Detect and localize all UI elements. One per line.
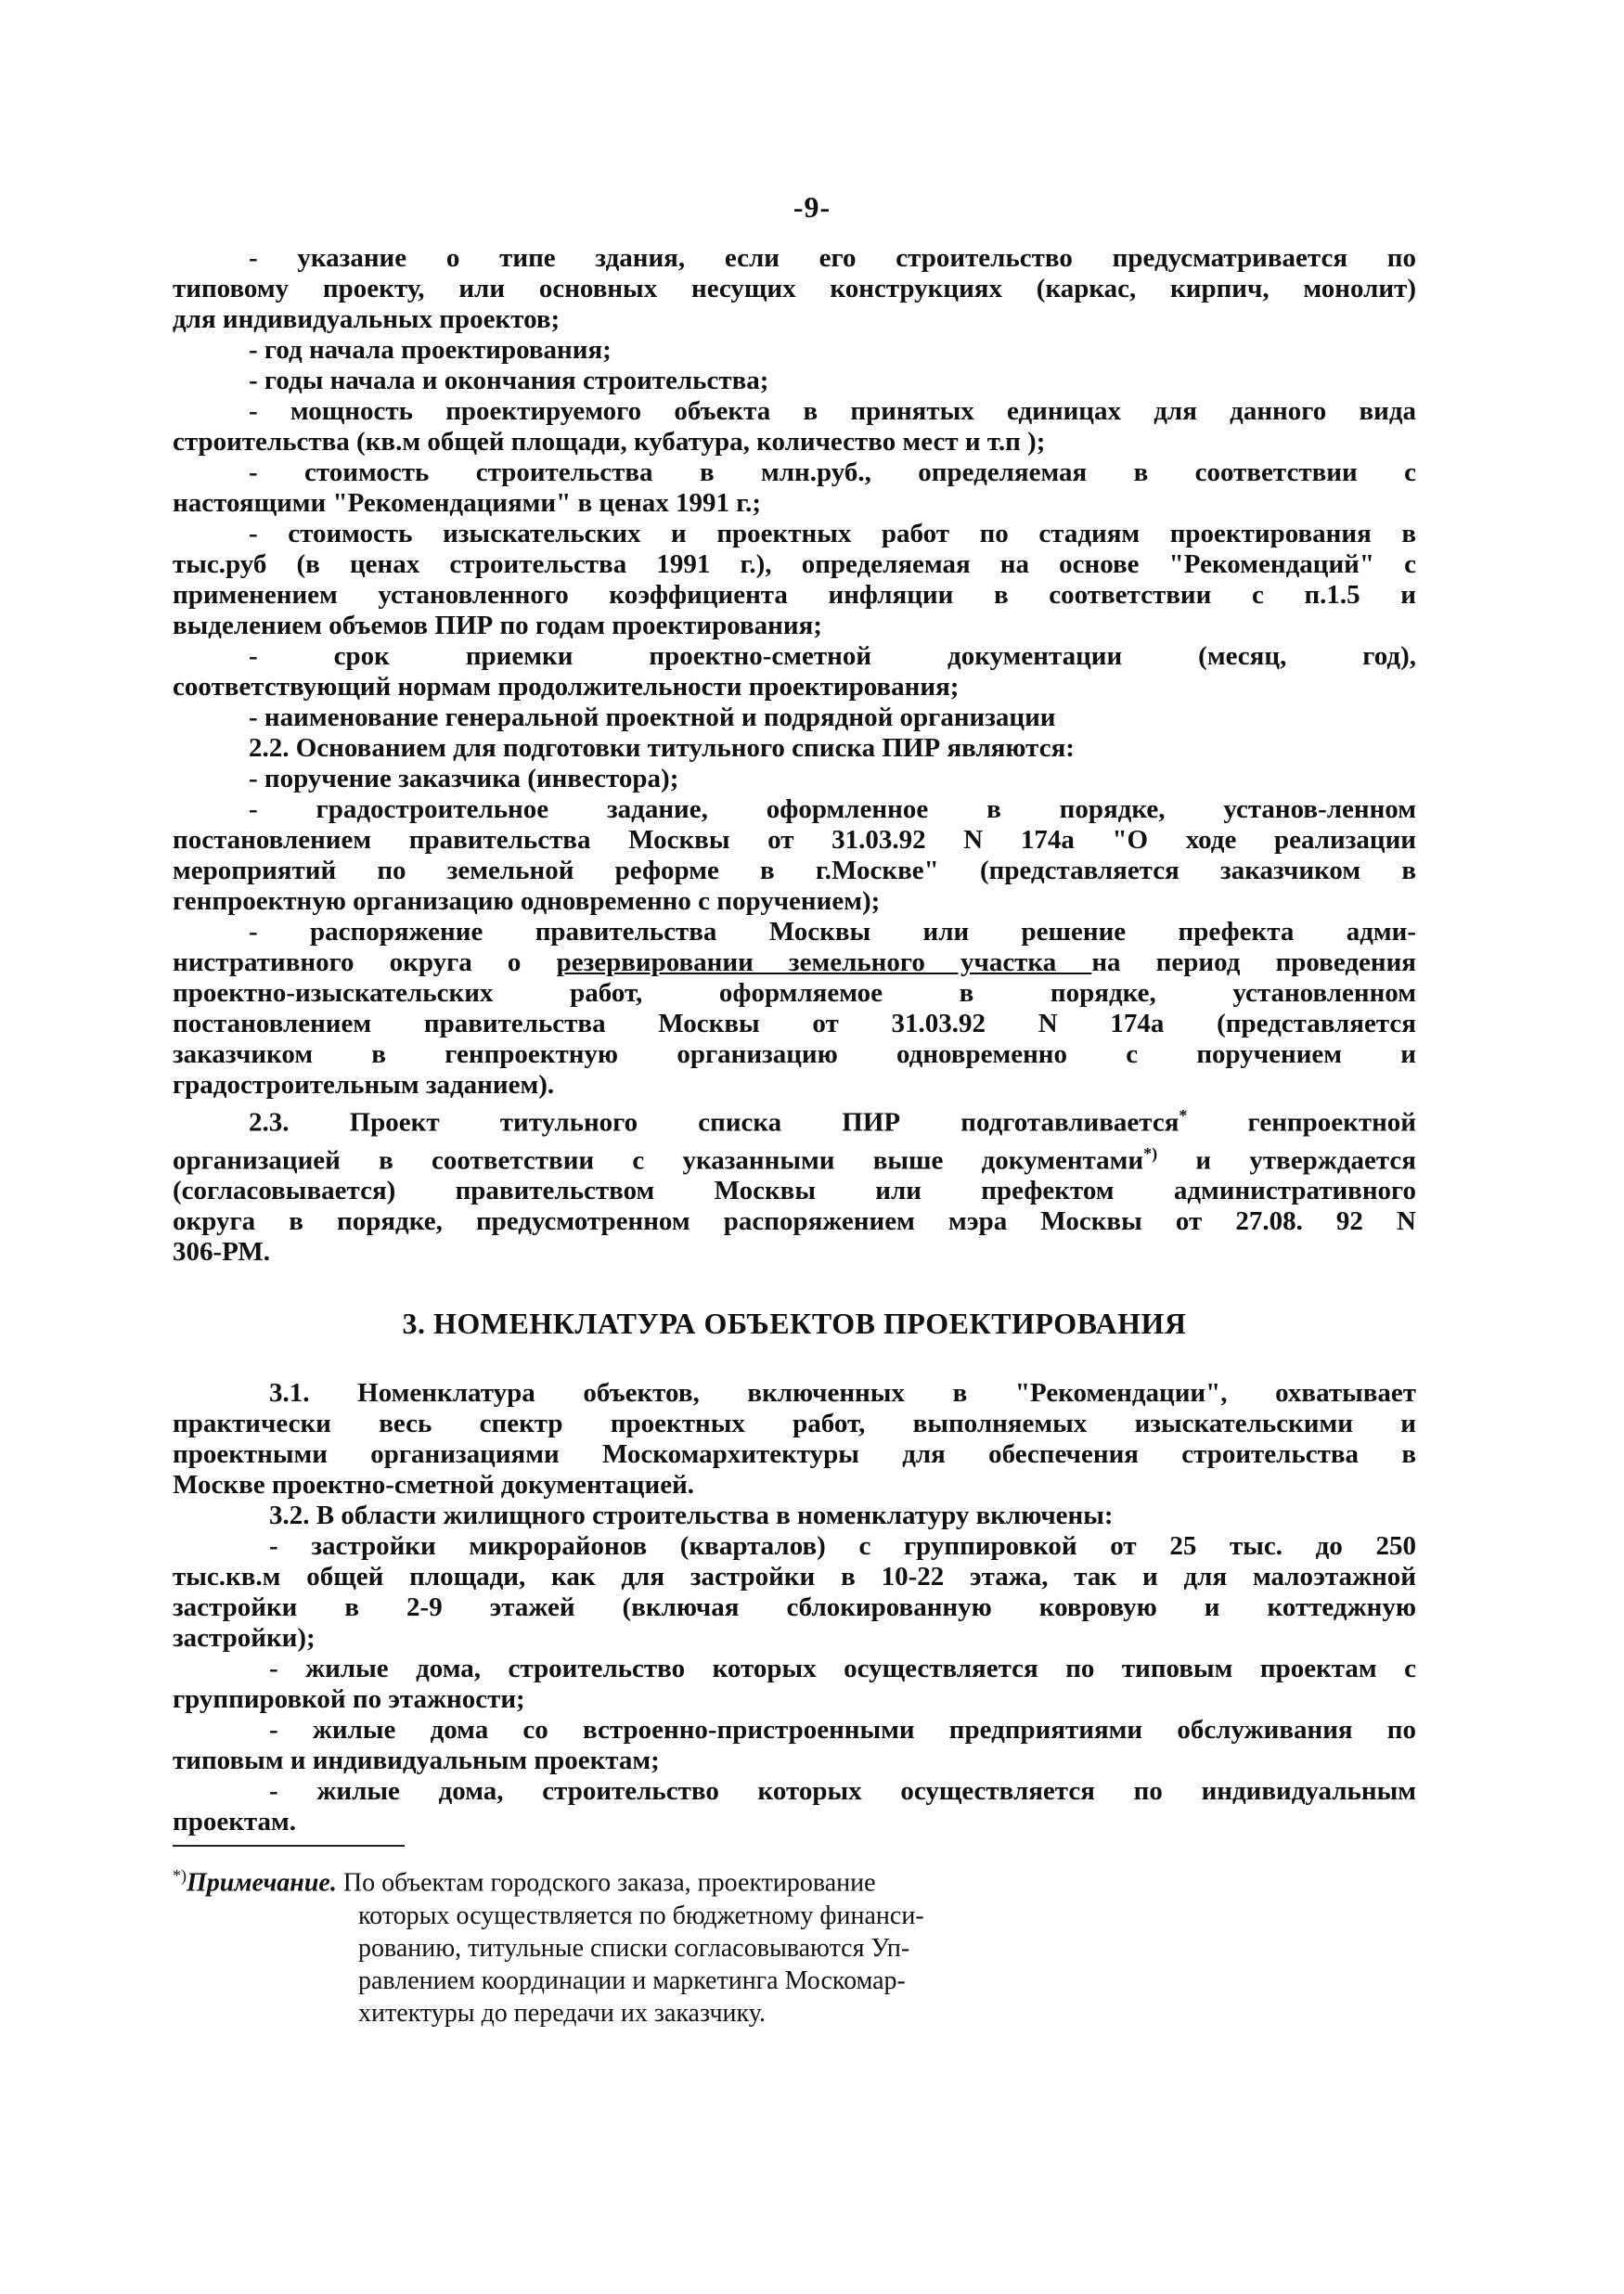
text-line: проектно-изыскательских работ, оформляемое в порядке, установленном: [173, 978, 1416, 1008]
text-line: Москве проектно-сметной документацией.: [173, 1470, 695, 1501]
text-span: генпроектной: [1187, 1107, 1416, 1138]
text-span: и утверждается: [1157, 1145, 1416, 1176]
footnote-mark: *): [1143, 1143, 1158, 1163]
footnote-divider: [173, 1845, 405, 1847]
text-line: - жилые дома, строительство которых осуществляется по индивидуальным: [269, 1776, 1416, 1807]
text-line: - жилые дома, строительство которых осуществляется по типовым проектам с: [269, 1654, 1416, 1684]
text-line: градостроительным заданием).: [173, 1070, 555, 1100]
text-line: застройки);: [173, 1623, 316, 1654]
text-line: - указание о типе здания, если его строительство предусматривается по: [249, 243, 1416, 273]
clause-2-3-line: [173, 1101, 1416, 1139]
text-span: 2.3. Проект титульного списка ПИР подготавливается: [249, 1107, 1179, 1138]
text-span: нистративного округа о: [173, 947, 557, 977]
text-line: - жилые дома со встроенно-пристроенными предприятиями обслуживания по: [269, 1715, 1416, 1746]
text-line: постановлением правительства Москвы от 31.03.92 N 174а "О ходе реализации: [173, 825, 1416, 855]
text-line: - градостроительное задание, оформленное в порядке, установ-ленном: [249, 794, 1416, 824]
text-line: применением установленного коэффициента инфляции в соответствии с п.1.5 и: [173, 580, 1416, 610]
text-line: для индивидуальных проектов;: [173, 304, 561, 334]
footnote-line: которых осуществляется по бюджетному финанси-: [358, 1901, 924, 1930]
text-line: генпроектную организацию одновременно с поручением);: [173, 886, 881, 916]
text-line: [173, 1139, 1416, 1177]
text-line: 3.1. Номенклатура объектов, включенных в "Рекомендации", охватывает: [269, 1378, 1416, 1409]
footnote-line: равлением координации и маркетинга Москомар-: [358, 1965, 906, 1995]
text-line: группировкой по этажности;: [173, 1684, 525, 1715]
text-line: тыс.кв.м общей площади, как для застройки в 10-22 этажа, так и для малоэтажной: [173, 1562, 1416, 1592]
text-line: - стоимость строительства в млн.руб., определяемая в соответствии с: [249, 458, 1416, 487]
text-line: - поручение заказчика (инвестора);: [249, 764, 679, 793]
footnote-text: По объектам городского заказа, проектирование: [342, 1868, 876, 1898]
text-line: [173, 947, 1416, 978]
underlined-text: резервировании земельного участка: [556, 947, 1092, 977]
text-line: проектам.: [173, 1807, 297, 1837]
text-line: типовому проекту, или основных несущих конструкциях (каркас, кирпич, монолит): [173, 274, 1416, 303]
footnote: [173, 1860, 1416, 2029]
text-line: 306-РМ.: [173, 1237, 270, 1268]
text-line: - срок приемки проектно-сметной документации (месяц, год),: [249, 641, 1416, 671]
text-line: мероприятий по земельной реформе в г.Москве" (представляется заказчиком в: [173, 856, 1416, 885]
footnote-line: [173, 1860, 1416, 1899]
footnote-mark: *: [1179, 1106, 1188, 1125]
text-line: выделением объемов ПИР по годам проектирования;: [173, 611, 822, 640]
text-line: строительства (кв.м общей площади, кубатура, количество мест и т.п );: [173, 427, 1046, 457]
page-number: -9-: [793, 190, 831, 224]
footnote-line: рованию, титульные списки согласовываются Уп-: [358, 1933, 910, 1963]
footnote-line: хитектуры до передачи их заказчику.: [358, 1998, 766, 2028]
section-heading: 3. НОМЕНКЛАТУРА ОБЪЕКТОВ ПРОЕКТИРОВАНИЯ: [402, 1307, 1187, 1341]
text-line: - мощность проектируемого объекта в принятых единицах для данного вида: [249, 396, 1416, 426]
text-line: 3.2. В области жилищного строительства в номенклатуру включены:: [269, 1501, 1114, 1531]
text-line: соответствующий нормам продолжительности проектирования;: [173, 672, 960, 702]
text-span: организацией в соответствии с указанными выше документами: [173, 1145, 1144, 1176]
text-line: - распоряжение правительства Москвы или решение префекта адми-: [249, 917, 1416, 947]
text-line: - застройки микрорайонов (кварталов) с группировкой от 25 тыс. до 250: [269, 1531, 1416, 1562]
footnote-label: Примечание.: [187, 1868, 337, 1898]
footnote-mark: *): [173, 1866, 187, 1886]
text-line: заказчиком в генпроектную организацию одновременно с поручением и: [173, 1039, 1416, 1069]
text-line: - годы начала и окончания строительства;: [249, 366, 769, 395]
page-body: [173, 243, 1416, 2030]
text-line: проектными организациями Москомархитектуры для обеспечения строительства в: [173, 1439, 1416, 1470]
text-line: постановлением правительства Москвы от 31.03.92 N 174а (представляется: [173, 1009, 1416, 1038]
text-line: - год начала проектирования;: [249, 335, 612, 365]
text-line: тыс.руб (в ценах строительства 1991 г.), определяемая на основе "Рекомендаций" с: [173, 549, 1416, 579]
text-line: типовым и индивидуальным проектам;: [173, 1746, 660, 1776]
clause-2-2-intro: 2.2. Основанием для подготовки титульного списка ПИР являются:: [249, 733, 1075, 763]
text-line: - стоимость изыскательских и проектных работ по стадиям проектирования в: [249, 519, 1416, 548]
text-line: практически весь спектр проектных работ, выполняемых изыскательскими и: [173, 1409, 1416, 1439]
text-line: - наименование генеральной проектной и подрядной организации: [249, 702, 1056, 732]
text-line: настоящими "Рекомендациями" в ценах 1991 г.;: [173, 488, 761, 518]
text-span: на период проведения: [1091, 947, 1416, 977]
text-line: (согласовывается) правительством Москвы или префектом административного: [173, 1176, 1416, 1206]
text-line: застройки в 2-9 этажей (включая сблокированную ковровую и коттеджную: [173, 1592, 1416, 1623]
text-line: округа в порядке, предусмотренном распоряжением мэра Москвы от 27.08. 92 N: [173, 1206, 1416, 1237]
